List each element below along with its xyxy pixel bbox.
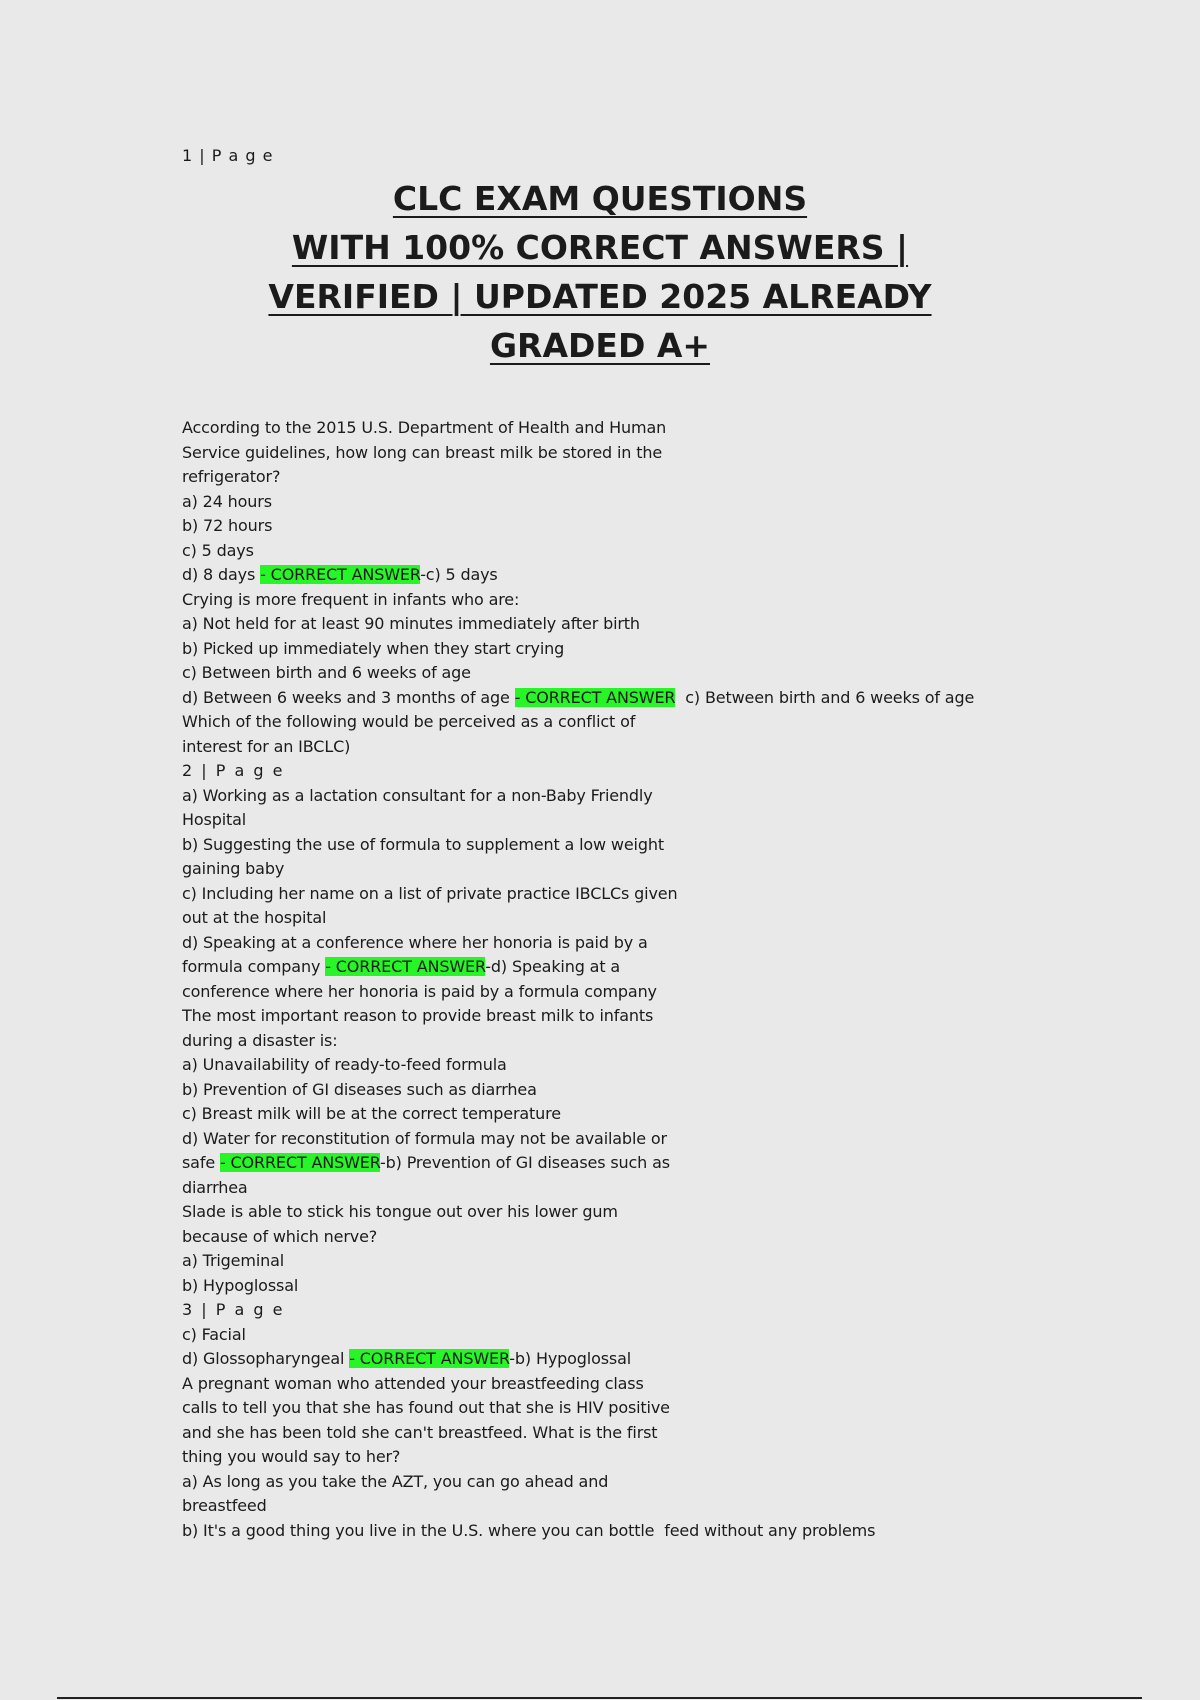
document-body [182, 416, 1182, 1543]
line-text: d) Glossopharyngeal [182, 1349, 350, 1368]
line-text: Service guidelines, how long can breast milk be stored in the [182, 442, 663, 462]
text-line [182, 808, 1182, 833]
answer-text: c) Between birth and 6 weeks of age [675, 687, 975, 707]
text-line [182, 1078, 1182, 1103]
answer-line [182, 955, 1182, 980]
text-line [182, 588, 1182, 613]
text-line [182, 441, 1182, 466]
text-line [182, 1274, 1182, 1299]
text-line [182, 1445, 1182, 1470]
line-text: Hospital [182, 810, 247, 829]
line-text: Crying is more frequent in infants who are: [182, 589, 520, 609]
text-line [182, 1323, 1182, 1348]
text-line [182, 490, 1182, 515]
title-line: WITH 100% CORRECT ANSWERS | [291, 228, 909, 267]
text-line [182, 906, 1182, 931]
text-line [182, 1396, 1182, 1421]
line-text: conference where her honoria is paid by a formula company [182, 981, 657, 1001]
line-text: a) Not held for at least 90 minutes immediately after birth [182, 614, 640, 633]
line-text: b) It's a good thing you live in the U.S. where you can bottle feed without any problems [182, 1520, 876, 1540]
text-line [182, 1494, 1182, 1519]
text-line [182, 661, 1182, 686]
line-text: A pregnant woman who attended your breastfeeding class [182, 1373, 644, 1393]
text-line [182, 416, 1182, 441]
line-text: because of which nerve? [182, 1226, 378, 1246]
text-line [182, 1421, 1182, 1446]
text-line [182, 1004, 1182, 1029]
text-line [182, 882, 1182, 907]
line-text: a) Unavailability of ready-to-feed formula [182, 1055, 507, 1074]
text-line [182, 710, 1182, 735]
line-text: 3 | P a g e [182, 1300, 285, 1319]
line-text: a) Working as a lactation consultant for a non-Baby Friendly [182, 785, 653, 805]
line-text: The most important reason to provide breast milk to infants [182, 1006, 654, 1025]
text-line [182, 465, 1182, 490]
line-text: a) 24 hours [182, 491, 272, 511]
text-line [182, 1200, 1182, 1225]
text-line [182, 1225, 1182, 1250]
text-line [182, 931, 1182, 956]
line-text: d) 8 days [182, 565, 261, 584]
line-text: According to the 2015 U.S. Department of Health and Human [182, 418, 667, 437]
line-text: refrigerator? [182, 467, 281, 486]
line-text: c) 5 days [182, 540, 254, 560]
answer-text: -b) Hypoglossal [509, 1349, 632, 1368]
line-text: b) Hypoglossal [182, 1275, 299, 1295]
text-line [182, 857, 1182, 882]
page-number-marker [182, 1298, 1182, 1323]
line-text: c) Breast milk will be at the correct temperature [182, 1104, 561, 1123]
text-line [182, 612, 1182, 637]
text-line [182, 1519, 1182, 1544]
text-line [182, 1053, 1182, 1078]
text-line [182, 980, 1182, 1005]
line-text: gaining baby [182, 859, 285, 878]
line-text: breastfeed [182, 1496, 267, 1515]
line-text: a) Trigeminal [182, 1251, 285, 1270]
text-line [182, 784, 1182, 809]
text-line [182, 1372, 1182, 1397]
title-line: CLC EXAM QUESTIONS [392, 179, 808, 218]
answer-line [182, 1347, 1182, 1372]
line-text: b) Prevention of GI diseases such as diarrhea [182, 1079, 537, 1099]
line-text: 2 | P a g e [182, 761, 285, 780]
page-number-marker [182, 759, 1182, 784]
line-text: interest for an IBCLC) [182, 736, 351, 756]
line-text: calls to tell you that she has found out that she is HIV positive [182, 1398, 670, 1417]
correct-answer-highlight: - CORRECT ANSWER [325, 957, 486, 976]
correct-answer-highlight: - CORRECT ANSWER [260, 565, 421, 584]
line-text: thing you would say to her? [182, 1447, 401, 1466]
text-line [182, 1029, 1182, 1054]
line-text: diarrhea [182, 1177, 248, 1197]
correct-answer-highlight: - CORRECT ANSWER [219, 1153, 381, 1172]
answer-line [182, 686, 1182, 711]
line-text: Which of the following would be perceived as a conflict of [182, 712, 636, 731]
answer-text: -b) Prevention of GI diseases such as [380, 1153, 670, 1172]
answer-line [182, 1151, 1182, 1176]
text-line [182, 637, 1182, 662]
text-line [182, 1176, 1182, 1201]
text-line [182, 1127, 1182, 1152]
line-text: d) Speaking at a conference where her honoria is paid by a [182, 932, 648, 952]
correct-answer-highlight: - CORRECT ANSWER [349, 1349, 510, 1368]
title-line: VERIFIED | UPDATED 2025 ALREADY [268, 277, 932, 316]
line-text: a) As long as you take the AZT, you can go ahead and [182, 1471, 609, 1491]
line-text: c) Facial [182, 1324, 246, 1344]
correct-answer-highlight: - CORRECT ANSWER [514, 687, 676, 707]
page-number-header: 1 | P a g e [182, 146, 274, 165]
text-line [182, 514, 1182, 539]
line-text: b) Suggesting the use of formula to supplement a low weight [182, 834, 664, 854]
document-title [0, 174, 1200, 370]
line-text: d) Water for reconstitution of formula may not be available or [182, 1128, 667, 1148]
line-text: out at the hospital [182, 908, 327, 927]
line-text: c) Including her name on a list of private practice IBCLCs given [182, 883, 678, 903]
line-text: formula company [182, 957, 326, 976]
line-text: and she has been told she can't breastfeed. What is the first [182, 1422, 658, 1442]
title-line: GRADED A+ [489, 326, 711, 365]
line-text: d) Between 6 weeks and 3 months of age [182, 687, 515, 707]
answer-text: -c) 5 days [420, 565, 498, 584]
line-text: during a disaster is: [182, 1030, 338, 1050]
text-line [182, 1102, 1182, 1127]
line-text: Slade is able to stick his tongue out over his lower gum [182, 1202, 618, 1221]
answer-text: -d) Speaking at a [485, 957, 621, 976]
line-text: c) Between birth and 6 weeks of age [182, 663, 471, 682]
text-line [182, 1249, 1182, 1274]
line-text: b) Picked up immediately when they start crying [182, 638, 565, 658]
line-text: b) 72 hours [182, 516, 273, 535]
text-line [182, 833, 1182, 858]
text-line [182, 1470, 1182, 1495]
line-text: safe [182, 1153, 220, 1172]
answer-line [182, 563, 1182, 588]
footer-divider [57, 1697, 1142, 1699]
text-line [182, 735, 1182, 760]
text-line [182, 539, 1182, 564]
